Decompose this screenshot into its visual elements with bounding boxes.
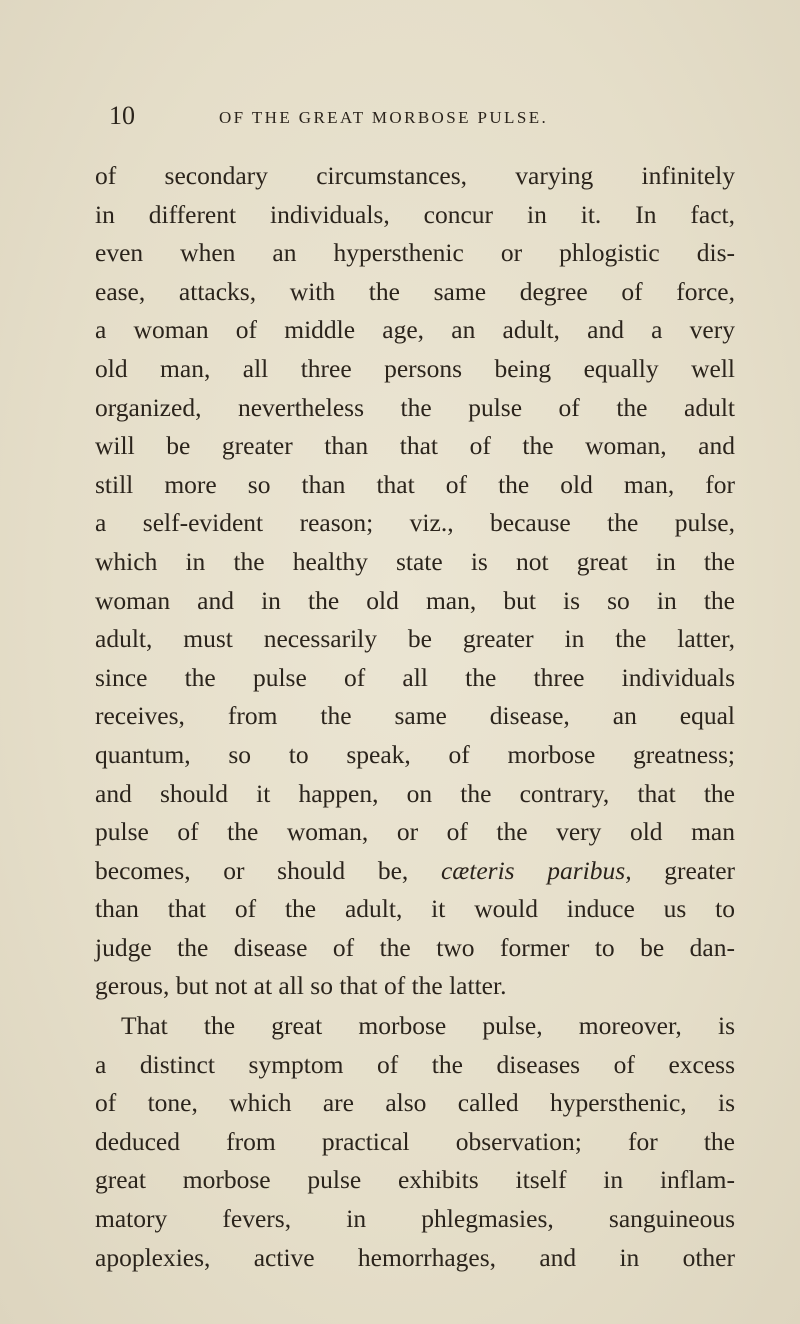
page-number: 10 (109, 101, 135, 130)
text-line: since the pulse of all the three individuals (95, 662, 735, 692)
text-line: a self-evident reason; viz., because the pulse, (95, 508, 735, 538)
text-line: of secondary circumstances, varying infinitely (95, 161, 735, 190)
text-segment: becomes, or should be, (95, 855, 409, 885)
text-line: quantum, so to speak, of morbose greatness; (95, 739, 735, 769)
text-line: adult, must necessarily be greater in the latter, (95, 624, 735, 654)
text-line-with-italic (95, 852, 735, 891)
text-line: apoplexies, active hemorrhages, and in other (95, 1242, 735, 1272)
text-line: than that of the adult, it would induce us to (95, 894, 735, 924)
text-line: ease, attacks, with the same degree of force, (95, 276, 735, 306)
body-text (95, 157, 735, 1277)
paragraph-1 (95, 157, 735, 1006)
text-line: great morbose pulse exhibits itself in inflam- (95, 1165, 735, 1195)
text-line: a woman of middle age, an adult, and a very (95, 315, 735, 345)
text-line: judge the disease of the two former to be dan- (95, 932, 735, 962)
text-line: a distinct symptom of the diseases of excess (95, 1049, 735, 1079)
text-line: That the great morbose pulse, moreover, is (121, 1011, 735, 1041)
text-line: pulse of the woman, or of the very old man (95, 817, 735, 847)
text-line: and should it happen, on the contrary, that the (95, 778, 735, 808)
italic-phrase: cæteris paribus, (440, 855, 632, 885)
text-line: will be greater than that of the woman, and (95, 431, 735, 461)
text-line: even when an hypersthenic or phlogistic dis- (95, 238, 735, 268)
text-line: old man, all three persons being equally well (95, 353, 735, 383)
page-header (109, 96, 669, 136)
text-line: of tone, which are also called hypersthenic, is (95, 1088, 735, 1118)
running-head: OF THE GREAT MORBOSE PULSE. (219, 108, 549, 127)
text-line: which in the healthy state is not great in the (95, 546, 735, 576)
text-line: matory fevers, in phlegmasies, sanguineous (95, 1204, 735, 1234)
text-line: in different individuals, concur in it. In fact, (95, 199, 735, 229)
text-line: receives, from the same disease, an equal (95, 701, 735, 731)
text-line: woman and in the old man, but is so in the (95, 585, 735, 615)
text-line: organized, nevertheless the pulse of the adult (95, 392, 735, 422)
text-segment: greater (664, 855, 736, 885)
paragraph-2 (95, 1007, 735, 1277)
text-line: still more so than that of the old man, for (95, 469, 735, 499)
text-line: deduced from practical observation; for the (95, 1126, 735, 1156)
text-line: gerous, but not at all so that of the latter. (95, 971, 507, 1001)
